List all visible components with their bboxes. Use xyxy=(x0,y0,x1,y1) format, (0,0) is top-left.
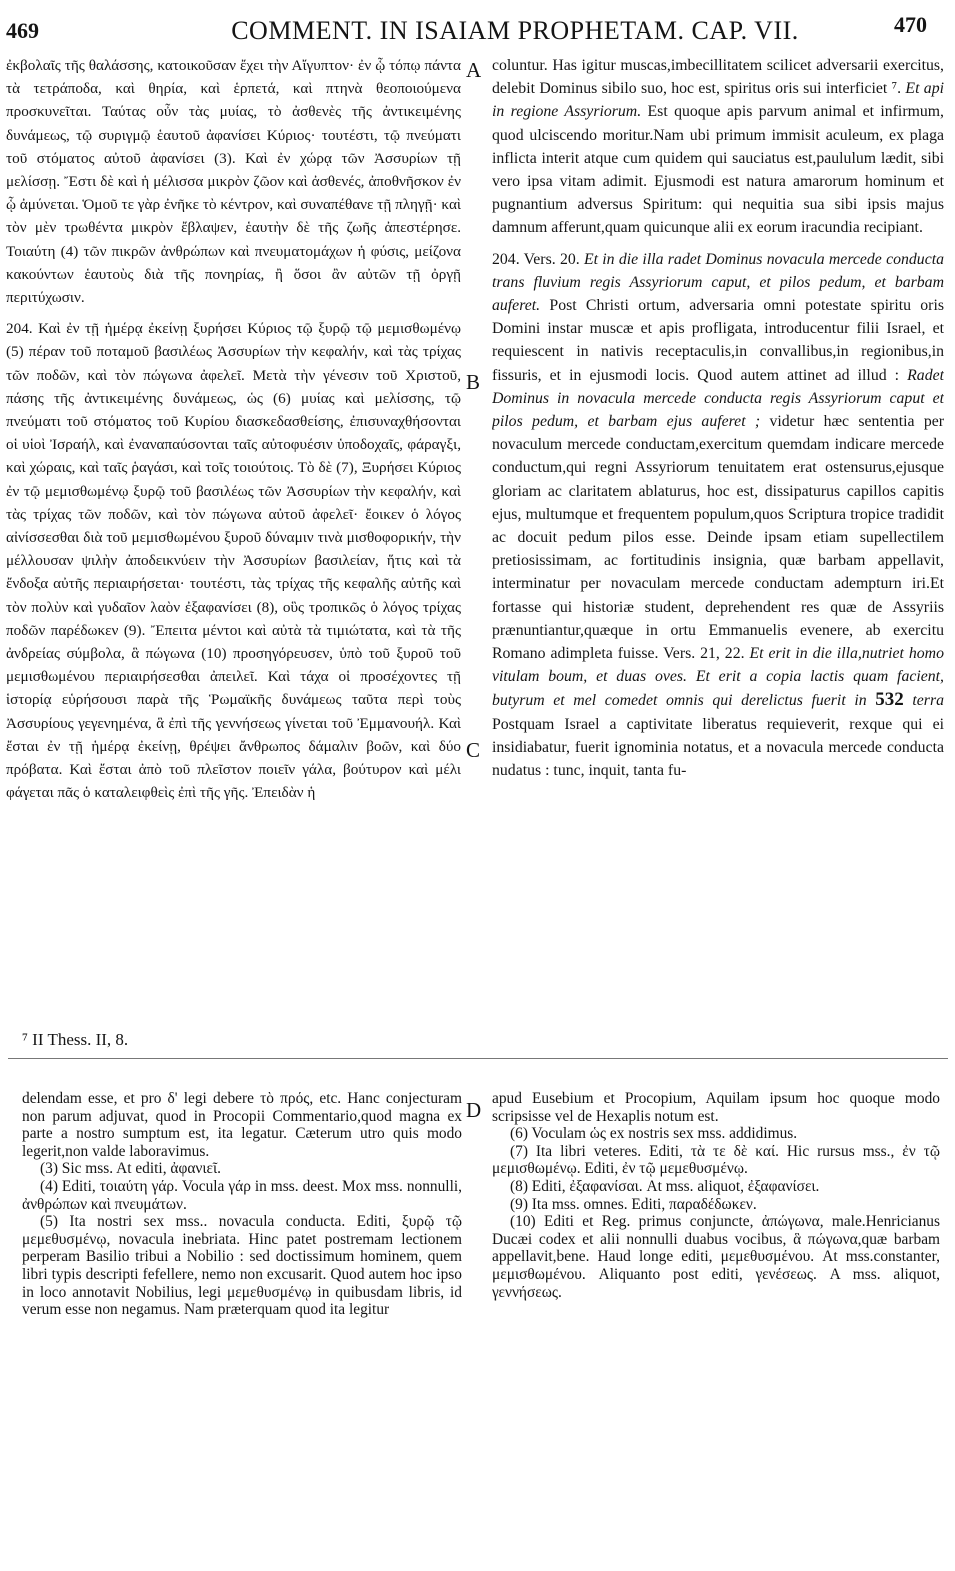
margin-marker-c: C xyxy=(466,738,481,762)
latin-lemma: terra xyxy=(912,692,944,710)
note: (10) Editi et Reg. primus conjuncte, ἀπώγωνα, male.Henricianus Ducæi codex et alii nonnulli duabus vocibus, ἃ πώγωνα,quæ barbam appellavit,bene. Haud longe editi, μεμεθυσμένου. At mss.constanter, μεμισθωμένου. Aliquanto post editi, γενέσεως. A mss. aliquot, γεννήσεως. xyxy=(492,1213,940,1301)
note: (4) Editi, τοιαύτη γάρ. Vocula γάρ in mss. deest. Mox mss. nonnulli, ἀνθρώπων καὶ πνευμάτων. xyxy=(22,1177,462,1213)
notes-left-column xyxy=(22,1090,462,1560)
note: (3) Sic mss. At editi, ἀφανιεῖ. xyxy=(40,1160,221,1178)
right-page-number: 470 xyxy=(894,12,927,37)
latin-text: Post Christi ortum, adversaria omni potestate spiritu oris Domini instar muscæ et apis profligata, introducentur filii Israel, et requiescent in nativis receptaculis,in convallibus,in regionibus,in fissuris, et in ejusmodi locis. Quod autem attinet ad illud : xyxy=(492,297,944,384)
latin-text: Est quoque apis parvum animal et infirmum, quod ulciscendo moritur.Nam ubi primum immisit aculeum, ex plaga inflicta interit atque cum quidem qui sauciatus est,paululum lædit, sibi vero ipsa vitam adimit. Ejusmodi est natura amarorum hominum et pugnantium adversus Spiritum: qui nequitia sua sibi ipsis majus damnum afferunt,quam quicunque alii ex eorum iracundia recipiant. xyxy=(492,103,944,237)
latin-lemma: Et erit in die illa,nutriet homo vitulam boum, et duas oves. Et erit a copia lactis quam facient, butyrum et mel comedet omnis qui derelictus fuerit in xyxy=(492,645,944,710)
margin-marker-d: D xyxy=(466,1098,482,1122)
greek-paragraph-1: ἐκβολαῖς τῆς θαλάσσης, κατοικοῦσαν ἔχει τὴν Αἴγυπτον· ἐν ᾧ τόπῳ πάντα τὰ τετράποδα, καὶ θηρία, καὶ ἑρπετά, καὶ πτηνὰ θεοποιούμενα προσκυνεῖται. Ταύτας οὖν τὰς μυίας, τὸ ἀσθενὲς τῆς ἀντικειμένης δυνάμεως, τῷ συριγμῷ ἑαυτοῦ ἀφανίσει Κύριος· τουτέστι, τῷ πνεύματι τοῦ στόματος αὐτοῦ ἀφανίσει (3). Καὶ ἐν χώρᾳ τῶν Ἀσσυρίων τῇ μελίσσῃ. Ἔστι δὲ καὶ ἡ μέλισσα μικρὸν ζῶον καὶ ἀσθενές, ἀποθνῆσκον ἐν ᾧ ἀμύνεται. Ὁμοῦ τε γὰρ ἐνῆκε τὸ κέντρον, καὶ συναπέθανε τῇ πληγῇ· καὶ τὸν μὲν τρωθέντα μικρὸν ἔβλαψεν, ἑαυτὴν δὲ τῆς ζωῆς ἀπεστέρησε. Τοιαύτη (4) τῶν πικρῶν ἀνθρώπων καὶ πνευματομάχων ἡ φύσις, μείζονα κακούντων ἑαυτοὺς διὰ τῆς πονηρίας, ἢ ὅσοι ἂν αὐτῶν τῇ ὀργῇ περιτύχωσιν. xyxy=(6,57,461,307)
latin-lemma: Radet Dominus in novacula mercede conducta regis Assyriorum caput et pilos pedum, et barbam ejus auferet ; xyxy=(492,366,944,431)
latin-column xyxy=(492,54,944,1002)
note: (8) Editi, ἐξαφανίσαι. At mss. aliquot, ἐξαφανίσει. xyxy=(510,1177,820,1195)
note: delendam esse, et pro δ' legi debere τὸ πρός, etc. Hanc conjecturam non parum adjuvat, quod in Procopii Commentario,quod magna ex parte a nostro sumptum est, ita legatur. Cæterum utro quis modo legerit,non valde laboravimus. xyxy=(22,1090,462,1160)
latin-paragraph-1 xyxy=(492,54,944,240)
margin-marker-b: B xyxy=(466,370,481,394)
footnote: ⁷ II Thess. II, 8. xyxy=(22,1030,129,1049)
latin-text: Postquam Israel a captivitate liberatus requieverit, rexque qui ei insidiabatur, fuerit ignominia notatus, et a novacula mercede conducta nudatus : tunc, inquit, tanta fu- xyxy=(492,715,944,780)
left-page-number: 469 xyxy=(6,18,39,43)
greek-paragraph-204 xyxy=(6,317,461,804)
greek-paragraph-2-text: Καὶ ἐν τῇ ἡμέρᾳ ἐκείνῃ ξυρήσει Κύριος τῷ ξυρῷ τῷ μεμισθωμένῳ (5) πέραν τοῦ ποταμοῦ βασιλέως Ἀσσυρίων τὴν κεφαλήν, καὶ τὰς τρίχας τῶν ποδῶν, καὶ τὸν πώγωνα ἀφελεῖ. Μετὰ τὴν γένεσιν τοῦ Χριστοῦ, πάσης τῆς ἀντικειμένης δυνάμεως, ὡς (6) μυίας καὶ μελίσσης, τῷ πνεύματι τοῦ στόματος τοῦ Κυρίου διασκεδασθείσης, ἐπισυναχθήσονται οἱ υἱοὶ Ἰσραήλ, καὶ ἐναναπαύσονται ταῖς αὐτοφυέσιν ὑποδοχαῖς, φάραγξι, καὶ χώραις, καὶ ταῖς ῥαγάσι, καὶ τοῖς τοιούτοις. Τὸ δὲ (7), Ξυρήσει Κύριος ἐν τῷ μεμισθωμένῳ ξυρῷ τοῦ βασιλέως τῶν Ἀσσυρίων τὴν κεφαλήν, καὶ τὰς τρίχας τῶν ποδῶν, καὶ τὸν πώγωνα αὐτοῦ ἀφελεῖ· ἔοικεν ὁ λόγος αἰνίσσεσθαι διὰ τοῦ μεμισθωμένου ξυροῦ δύναμιν τινὰ μισθοφορικήν, τὴν μέλλουσαν ψιλὴν ἀποδεικνύειν τὴν Ἀσσυρίων βασιλείαν, ἥτις καὶ τὰ ἔνδοξα αὐτῆς περιαιρήσεται· τουτέστι, τὰς τρίχας τῆς κεφαλῆς αὐτῆς καὶ τὸν πολὺν καὶ γυδαῖον λαὸν ἐξαφανίσει (8), οὓς τροπικῶς ὁ λόγος τρίχας ποδῶν παρέδωκεν (9). Ἔπειτα μέντοι καὶ αὐτὰ τὰ τιμιώτατα, καὶ τὰ τῆς ἀνδρείας σύμβολα, ἃ πώγωνα (10) προσηγόρευσεν, ὑπὸ τοῦ ξυροῦ τοῦ μεμισθωμένου περιαιρήσεσθαι ἀπειλεῖ. Καὶ τάχα οἱ προσέχοντες τῇ ἱστορίᾳ εὑρήσουσι παρὰ τῆς Ῥωμαϊκῆς δυνάμεως ταῦτα περὶ τοὺς Ἀσσυρίους γεγενημένα, ἃ ἐπὶ τῆς γεννήσεως γίνεται τοῦ Ἐμμανουήλ. Καὶ ἔσται ἐν τῇ ἡμέρᾳ ἐκείνῃ, θρέψει ἄνθρωπος δάμαλιν βοῶν, καὶ δύο πρόβατα. Καὶ ἔσται ἀπὸ τοῦ πλεῖστον ποιεῖν γάλα, βούτυρον καὶ μέλι φάγεται πᾶς ὁ καταλειφθεὶς ἐπὶ τῆς γῆς. Ἐπειδὰν ἡ xyxy=(6,320,461,802)
note: (9) Ita mss. omnes. Editi, παραδέδωκεν. xyxy=(510,1195,757,1213)
running-title: COMMENT. IN ISAIAM PROPHETAM. CAP. VII. xyxy=(231,16,799,45)
divider xyxy=(8,1058,948,1059)
note: (5) Ita nostri sex mss.. novacula conducta. Editi, ξυρῷ τῷ μεμεθυσμένῳ, novacula inebriata. Hinc patet postremam lectionem perperam Basilio tribui a Nobilio : sed doctissimum hominem, quem libri typis descripti fefellere, nemo non excusarit. Quod autem hoc ipso in loco annotavit Nobilius, legi μεμεθυσμένῳ in quibusdam libris, id verum esse non negamus. Nam præterquam quod ita legitur xyxy=(22,1213,462,1319)
column-number: 532 xyxy=(875,689,904,711)
note: (7) Ita libri veteres. Editi, τὰ τε δὲ καί. Hic rursus mss., ἐν τῷ μεμισθωμένῳ. Editi, ἐν τῷ μεμεθυσμένῳ. xyxy=(492,1142,940,1178)
section-number: 204. Vers. 20. xyxy=(492,250,580,268)
latin-lemma: Et in die illa radet Dominus novacula mercede conducta trans fluvium regis Assyriorum caput, et pilos pedum, et barbam auferet. xyxy=(492,250,944,315)
latin-lemma: Et api in regione Assyriorum. xyxy=(492,80,944,121)
latin-text: coluntur. Has igitur muscas,imbecillitatem scilicet adversarii exercitus, delebit Dominus sibilo suo, hoc est, spiritus oris sui interficiet ⁷. xyxy=(492,57,944,98)
latin-paragraph-204 xyxy=(492,248,944,783)
note: (6) Voculam ὡς ex nostris sex mss. addidimus. xyxy=(510,1125,798,1143)
greek-column xyxy=(6,54,461,1002)
margin-marker-a: A xyxy=(466,58,482,82)
latin-text: videtur hæc sententia per novaculum mercede conductam,exercitum quemdam indicare mercede conductum,qui regni Assyriorum tenuitatem erat ostensurus,ejusque gloriam ac claritatem ablaturus, hoc est, dissipaturus capillos capitis ejus, multumque et frequentem populum,quos Scriptura tropice tradidit ac docuit pedum pilos esse. Deinde ipsam etiam supellectilem pretiosissimam, ac fortitudinis insignia, quæ barbam appellavit, interminatur per novaculam mercede conductam adempturn iri.Et fortasse qui historiæ student, deprehendent res quæ de Assyriis prænuntiantur,quæque in ortu Emmanuelis evenere, ab exercitu Romano adimpleta fuisse. Vers. 21, 22. xyxy=(492,413,944,663)
note: apud Eusebium et Procopium, Aquilam ipsum hoc quoque modo scripsisse vel de Hexaplis notum est. xyxy=(492,1090,940,1125)
notes-right-column xyxy=(492,1090,940,1560)
section-number: 204. xyxy=(6,320,33,338)
